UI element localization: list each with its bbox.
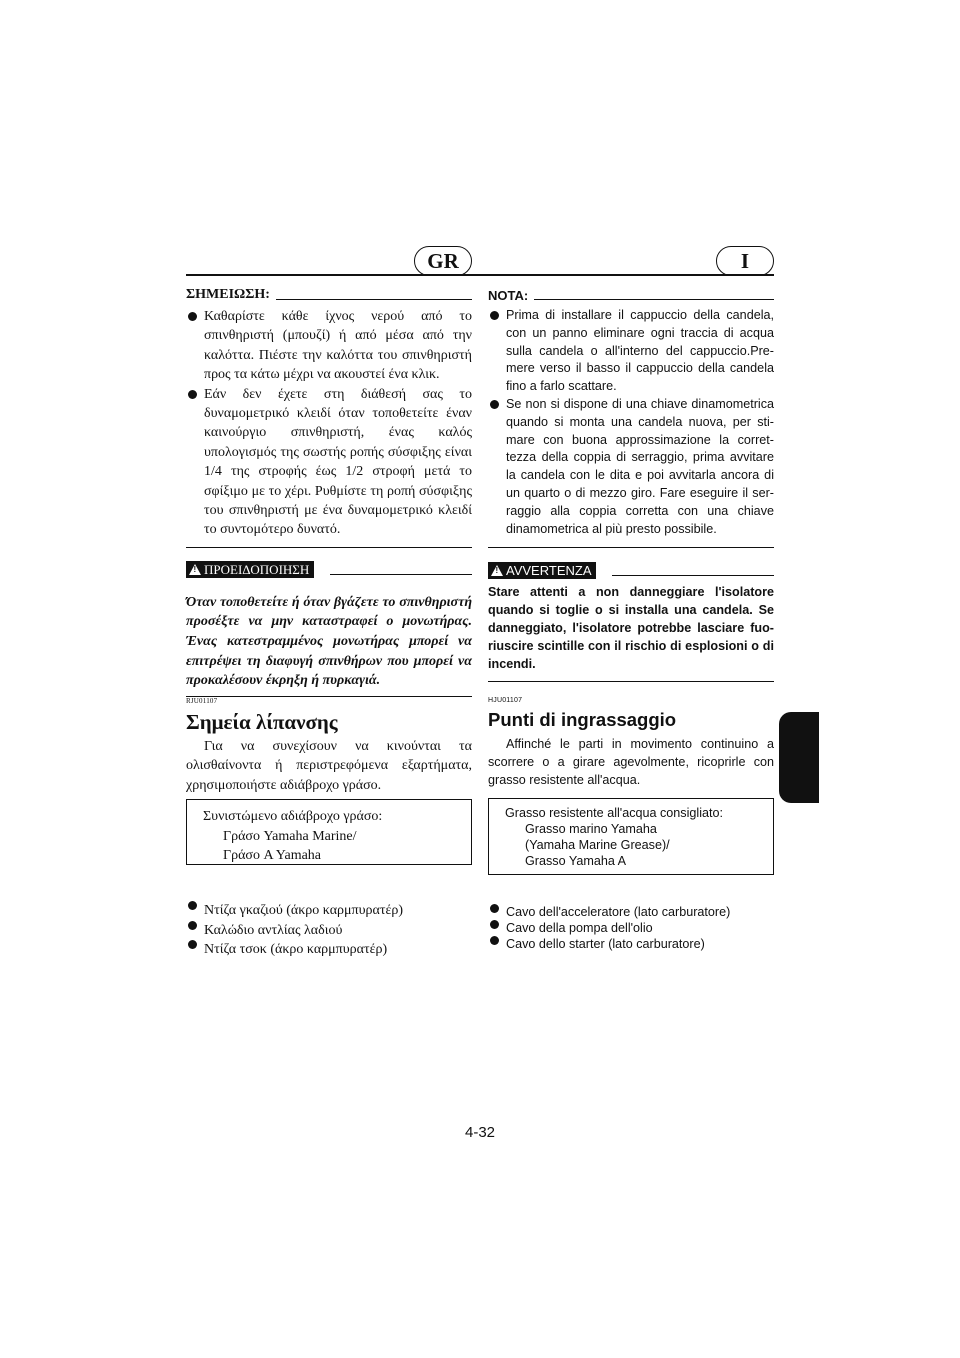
header-rule xyxy=(186,274,774,276)
grease-box-title-gr: Συνιστώμενο αδιάβροχο γράσο: xyxy=(203,809,383,824)
note-heading-line xyxy=(276,299,472,300)
section-title-gr: Σημεία λίπανσης xyxy=(186,710,338,734)
section-code-gr: RJU01107 xyxy=(186,697,218,705)
note-heading-it xyxy=(488,285,774,303)
note-list-it xyxy=(488,307,774,538)
note-heading-gr xyxy=(186,285,472,303)
warning-text-it: Stare attenti a non danneggiare l'isolatore quando si toglie o si installa una candela. Se danneggiato, l'isolatore potrebbe lasciare fuo-riuscire scintille con il rischio di esplosioni o di incendi. xyxy=(488,585,774,671)
language-tag-gr-label: GR xyxy=(427,248,459,273)
grease-box-line-gr: Γράσο Yamaha Marine/ xyxy=(223,828,357,844)
warning-triangle-icon: ! xyxy=(189,564,201,575)
section-code-it: HJU01107 xyxy=(488,697,523,704)
note-item-it: Prima di installare il cappuccio della candela, con un panno eliminare ogni traccia di acqua sulla candela o all'interno del cappuccio.Pre-mere verso il basso il cappuccio della candela fino a farlo scattare. xyxy=(488,307,774,396)
section-gr xyxy=(186,697,472,795)
lubrication-point-it: Cavo della pompa dell'olio xyxy=(488,920,774,936)
note-label-it: NOTA: xyxy=(488,288,529,303)
note-heading-line xyxy=(534,299,774,300)
warning-triangle-icon: ! xyxy=(491,565,503,576)
warning-end-rule xyxy=(488,681,774,682)
warning-heading-line xyxy=(612,575,774,576)
grease-box-gr xyxy=(186,799,472,865)
lubrication-point-gr: Ντίζα τσοκ (άκρο καρμπυρατέρ) xyxy=(186,940,472,960)
warning-heading-it xyxy=(488,561,774,579)
page-number: 4-32 xyxy=(464,1124,496,1141)
grease-box-line-gr: Γράσο A Yamaha xyxy=(223,848,322,863)
grease-box-line-it: Grasso Yamaha A xyxy=(525,854,627,868)
warning-label-it: AVVERTENZA xyxy=(506,562,592,578)
note-label-gr: ΣΗΜΕΙΩΣΗ: xyxy=(186,287,270,302)
lubrication-points-gr xyxy=(186,901,472,960)
language-tag-it xyxy=(716,246,774,276)
section-thumb-tab xyxy=(779,712,819,803)
lubrication-point-it: Cavo dell'acceleratore (lato carburatore) xyxy=(488,904,774,920)
note-end-rule xyxy=(488,547,774,548)
warning-badge-gr xyxy=(186,561,314,578)
warning-label-gr: ΠΡΟΕΙΔΟΠΟΙΗΣΗ xyxy=(204,561,310,577)
lubrication-point-gr: Καλώδιο αντλίας λαδιού xyxy=(186,921,472,941)
section-it xyxy=(488,697,774,789)
section-title-it: Punti di ingrassaggio xyxy=(488,709,677,730)
note-item-gr: Εάν δεν έχετε στη διάθεσή σας το δυναμομετρικό κλειδί όταν τοποθετείτε έναν καινούργιο σπινθηριστή, ένας καλός υπολογισμός της σωστής ροπής σύσφιξης είναι 1/4 της στροφής έως 1/2 στροφή μετά το σφίξιμο με το χέρι. Ρυθμίστε τη ροπή σύσφιξης του σπινθηριστή με ένα δυναμομετρικό κλειδί το συντομότερο δυνατό. xyxy=(186,385,472,540)
note-end-rule xyxy=(186,547,472,548)
lubrication-points-it xyxy=(488,904,774,952)
lubrication-point-it: Cavo dello starter (lato carburatore) xyxy=(488,936,774,952)
grease-box-title-it: Grasso resistente all'acqua consigliato: xyxy=(505,806,724,820)
warning-text-gr: Όταν τοποθετείτε ή όταν βγάζετε το σπινθηριστή προσέξτε να μην καταστραφεί ο μονωτήρας. Ένας κατεστραμμένος μονωτήρας μπορεί να επιτρέψει τη διαφυγή σπινθήρων που μπορεί να προκαλέσουν έκρηξη ή πυρκαγιά. xyxy=(186,594,472,689)
warning-heading-gr xyxy=(186,561,472,579)
lubrication-point-gr: Ντίζα γκαζιού (άκρο καρμπυρατέρ) xyxy=(186,901,472,921)
language-tag-gr xyxy=(414,246,472,276)
note-item-it: Se non si dispone di una chiave dinamometrica quando si monta una candela nuova, per sti-mare con buona approssimazione la corret-tezza della coppia di serraggio, prima avvitare la candela con le dita e poi avvitarla ancora di un quarto o di mezzo giro. Fare eseguire il ser-raggio alla coppia corretta con una chiave dinamometrica al più presto possibile. xyxy=(488,396,774,538)
warning-heading-line xyxy=(330,574,472,575)
section-intro-it: Affinché le parti in movimento continuino a scorrere o a girare agevolmente, ricoprirle con grasso resistente all'acqua. xyxy=(488,737,774,787)
language-tag-it-label: I xyxy=(740,248,750,273)
note-list-gr xyxy=(186,307,472,540)
grease-box-line-it: (Yamaha Marine Grease)/ xyxy=(525,838,670,852)
warning-badge-it xyxy=(488,562,596,579)
grease-box-line-it: Grasso marino Yamaha xyxy=(525,822,657,836)
greek-column xyxy=(186,285,472,697)
italian-column xyxy=(488,285,774,682)
note-item-gr: Καθαρίστε κάθε ίχνος νερού από το σπινθηριστή (μπουζί) ή από μέσα από την καλόττα. Πιέστε την καλόττα του σπινθηριστή προς τα κάτω μέχρι να ακουστεί ένα κλικ. xyxy=(186,307,472,385)
section-intro-gr: Για να συνεχίσουν να κινούνται τα ολισθαίνοντα ή περιστρεφόμενα εξαρτήματα, χρησιμοποιήστε αδιάβροχο γράσο. xyxy=(186,739,472,793)
grease-box-it xyxy=(488,798,774,875)
